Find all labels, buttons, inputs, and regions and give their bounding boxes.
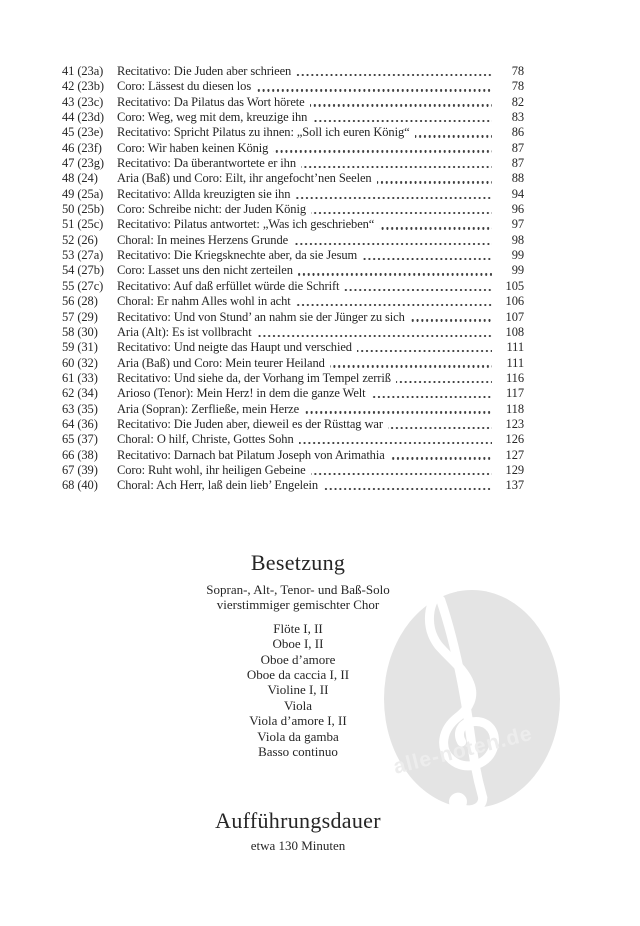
toc-row bbox=[62, 248, 524, 263]
toc-leader-dots bbox=[310, 104, 492, 106]
toc-leader-dots bbox=[362, 258, 492, 260]
toc-entry-title: Recitativo: Pilatus antwortet: „Was ich geschrieben“ bbox=[117, 217, 375, 232]
toc-leader-dots bbox=[293, 243, 492, 245]
toc-entry-title: Recitativo: Spricht Pilatus zu ihnen: „Soll ich euren König“ bbox=[117, 125, 410, 140]
toc-row bbox=[62, 187, 524, 202]
toc-entry-number: 55 (27c) bbox=[62, 278, 104, 293]
toc-row bbox=[62, 478, 524, 493]
toc-entry-title: Recitativo: Auf daß erfüllet würde die Schrift bbox=[117, 278, 340, 293]
toc-row bbox=[62, 217, 524, 232]
toc-entry-number: 42 (23b) bbox=[62, 79, 104, 94]
toc-entry-page: 137 bbox=[505, 478, 524, 493]
toc-entry-title: Coro: Ruht wohl, ihr heiligen Gebeine bbox=[117, 462, 306, 477]
toc-entry-page: 118 bbox=[506, 401, 524, 416]
toc-row bbox=[62, 386, 524, 401]
toc-entry-title: Aria (Alt): Es ist vollbracht bbox=[117, 324, 252, 339]
toc-entry-page: 123 bbox=[505, 416, 524, 431]
toc-entry-title: Aria (Sopran): Zerfließe, mein Herze bbox=[117, 401, 300, 416]
toc-entry-page: 94 bbox=[511, 186, 524, 201]
toc-row bbox=[62, 95, 524, 110]
toc-leader-dots bbox=[323, 488, 492, 490]
toc-leader-dots bbox=[311, 473, 492, 475]
toc-entry-page: 129 bbox=[505, 462, 524, 477]
toc-entry-page: 82 bbox=[511, 94, 524, 109]
toc-entry-number: 53 (27a) bbox=[62, 248, 104, 263]
toc-entry-title: Arioso (Tenor): Mein Herz! in dem die ganze Welt bbox=[117, 386, 366, 401]
toc-leader-dots bbox=[390, 457, 492, 459]
toc-entry-title: Recitativo: Darnach bat Pilatum Joseph von Arimathia bbox=[117, 447, 385, 462]
toc-entry-page: 99 bbox=[511, 248, 524, 263]
instrument-item: Oboe d’amore bbox=[260, 651, 336, 667]
instrument-item: Viola da gamba bbox=[257, 728, 339, 744]
toc-leader-dots bbox=[298, 273, 492, 275]
toc-entry-number: 48 (24) bbox=[62, 171, 98, 186]
duration-heading: Aufführungsdauer bbox=[215, 808, 381, 833]
toc-entry-number: 43 (23c) bbox=[62, 94, 104, 109]
instrument-item: Violine I, II bbox=[267, 682, 329, 698]
toc-leader-dots bbox=[357, 350, 492, 352]
toc-entry-number: 65 (37) bbox=[62, 432, 98, 447]
toc-entry-number: 50 (25b) bbox=[62, 202, 104, 217]
toc-row bbox=[62, 202, 524, 217]
toc-entry-number: 60 (32) bbox=[62, 355, 98, 370]
toc-entry-title: Choral: Ach Herr, laß dein lieb’ Engelein bbox=[117, 478, 319, 493]
toc-entry-number: 59 (31) bbox=[62, 340, 98, 355]
toc-row bbox=[62, 356, 524, 371]
toc-row bbox=[62, 279, 524, 294]
toc-entry-page: 96 bbox=[511, 202, 524, 217]
toc-entry-number: 57 (29) bbox=[62, 309, 98, 324]
toc-entry-page: 98 bbox=[511, 232, 524, 247]
toc-entry-number: 45 (23e) bbox=[62, 125, 104, 140]
toc-entry-title: Choral: Er nahm Alles wohl in acht bbox=[117, 294, 291, 309]
toc-leader-dots bbox=[312, 120, 492, 122]
toc-leader-dots bbox=[388, 427, 492, 429]
toc-entry-title: Choral: O hilf, Christe, Gottes Sohn bbox=[117, 432, 294, 447]
toc-entry-page: 108 bbox=[505, 324, 524, 339]
besetzung-heading: Besetzung bbox=[250, 550, 346, 575]
toc-entry-number: 54 (27b) bbox=[62, 263, 104, 278]
toc-entry-title: Recitativo: Die Kriegsknechte aber, da sie Jesum bbox=[117, 248, 358, 263]
toc-leader-dots bbox=[415, 135, 492, 137]
watermark-text: alle-noten.de bbox=[391, 721, 535, 779]
toc-leader-dots bbox=[330, 365, 492, 367]
toc-entry-title: Coro: Lässest du diesen los bbox=[117, 79, 252, 94]
instrument-item: Flöte I, II bbox=[273, 620, 323, 636]
toc-entry-number: 64 (36) bbox=[62, 416, 98, 431]
toc-leader-dots bbox=[273, 150, 492, 152]
toc-row bbox=[62, 125, 524, 140]
toc-entry-page: 86 bbox=[511, 125, 524, 140]
instruments-list bbox=[62, 621, 534, 760]
toc-entry-title: Recitativo: Da Pilatus das Wort hörete bbox=[117, 94, 305, 109]
toc-entry-page: 106 bbox=[505, 294, 524, 309]
toc-row bbox=[62, 156, 524, 171]
toc-leader-dots bbox=[311, 212, 492, 214]
instrument-item: Oboe da caccia I, II bbox=[246, 667, 350, 683]
toc-entry-number: 46 (23f) bbox=[62, 140, 102, 155]
toc-entry-page: 107 bbox=[505, 309, 524, 324]
toc-entry-number: 49 (25a) bbox=[62, 186, 104, 201]
toc-row bbox=[62, 432, 524, 447]
toc-row bbox=[62, 448, 524, 463]
toc-entry-title: Recitativo: Da überantwortete er ihn bbox=[117, 156, 296, 171]
toc-leader-dots bbox=[410, 319, 492, 321]
toc-entry-title: Recitativo: Die Juden aber, dieweil es der Rüsttag war bbox=[117, 416, 383, 431]
toc-entry-number: 58 (30) bbox=[62, 324, 98, 339]
toc-entry-page: 78 bbox=[511, 79, 524, 94]
toc-entry-title: Recitativo: Die Juden aber schrieen bbox=[117, 64, 292, 78]
toc-row bbox=[62, 294, 524, 309]
toc-entry-title: Coro: Lasset uns den nicht zerteilen bbox=[117, 263, 293, 278]
toc-entry-title: Recitativo: Und neigte das Haupt und verschied bbox=[117, 340, 352, 355]
toc-row bbox=[62, 79, 524, 94]
toc-row bbox=[62, 325, 524, 340]
toc-entry-title: Recitativo: Und siehe da, der Vorhang im Tempel zerriß bbox=[117, 370, 391, 385]
toc-entry-page: 116 bbox=[506, 370, 524, 385]
toc-entry-page: 99 bbox=[511, 263, 524, 278]
toc-entry-page: 88 bbox=[511, 171, 524, 186]
toc-entry-number: 63 (35) bbox=[62, 401, 98, 416]
toc-leader-dots bbox=[377, 181, 492, 183]
toc-row bbox=[62, 310, 524, 325]
toc-entry-page: 87 bbox=[511, 156, 524, 171]
toc-leader-dots bbox=[296, 74, 492, 76]
toc-entry-number: 51 (25c) bbox=[62, 217, 104, 232]
toc-entry-title: Aria (Baß) und Coro: Eilt, ihr angefocht’nen Seelen bbox=[117, 171, 372, 186]
toc-leader-dots bbox=[304, 411, 492, 413]
toc-row bbox=[62, 340, 524, 355]
toc-row bbox=[62, 402, 524, 417]
toc-entry-page: 117 bbox=[506, 386, 524, 401]
toc-entry-number: 47 (23g) bbox=[62, 156, 104, 171]
toc-row bbox=[62, 171, 524, 186]
toc-entry-title: Coro: Wir haben keinen König bbox=[117, 140, 269, 155]
toc-entry-number: 66 (38) bbox=[62, 447, 98, 462]
toc-leader-dots bbox=[299, 442, 492, 444]
toc-entry-title: Recitativo: Und von Stund’ an nahm sie der Jünger zu sich bbox=[117, 309, 405, 324]
toc-entry-number: 62 (34) bbox=[62, 386, 98, 401]
instrument-item: Viola d’amore I, II bbox=[249, 713, 347, 729]
toc-entry-number: 52 (26) bbox=[62, 232, 98, 247]
toc-entry-page: 78 bbox=[511, 64, 524, 78]
toc-entry-page: 105 bbox=[505, 278, 524, 293]
toc-entry-title: Recitativo: Allda kreuzigten sie ihn bbox=[117, 186, 291, 201]
toc-row bbox=[62, 64, 524, 79]
duration-section bbox=[62, 808, 534, 853]
toc-entry-page: 111 bbox=[506, 340, 524, 355]
toc-row bbox=[62, 263, 524, 278]
toc-entry-number: 44 (23d) bbox=[62, 110, 104, 125]
toc-leader-dots bbox=[256, 89, 492, 91]
toc-entry-number: 61 (33) bbox=[62, 370, 98, 385]
toc-row bbox=[62, 110, 524, 125]
toc-list bbox=[62, 64, 524, 494]
besetzung-section bbox=[62, 550, 534, 759]
soloists-line: Sopran-, Alt-, Tenor- und Baß-Solo bbox=[206, 582, 390, 597]
toc-entry-page: 126 bbox=[505, 432, 524, 447]
toc-entry-page: 127 bbox=[505, 447, 524, 462]
instrument-item: Oboe I, II bbox=[272, 636, 324, 652]
toc-row bbox=[62, 233, 524, 248]
toc-entry-title: Choral: In meines Herzens Grunde bbox=[117, 232, 289, 247]
toc-leader-dots bbox=[371, 396, 492, 398]
instrument-item: Viola bbox=[283, 697, 313, 713]
toc-entry-number: 41 (23a) bbox=[62, 64, 104, 78]
toc-entry-page: 87 bbox=[511, 140, 524, 155]
toc-leader-dots bbox=[396, 381, 492, 383]
toc-leader-dots bbox=[301, 166, 492, 168]
toc-leader-dots bbox=[257, 335, 492, 337]
toc-leader-dots bbox=[379, 227, 492, 229]
toc-entry-title: Aria (Baß) und Coro: Mein teurer Heiland bbox=[117, 355, 325, 370]
toc-entry-number: 56 (28) bbox=[62, 294, 98, 309]
toc-row bbox=[62, 141, 524, 156]
toc-entry-number: 67 (39) bbox=[62, 462, 98, 477]
toc-entry-page: 97 bbox=[511, 217, 524, 232]
toc-entry-page: 83 bbox=[511, 110, 524, 125]
toc-entry-title: Coro: Schreibe nicht: der Juden König bbox=[117, 202, 306, 217]
duration-value: etwa 130 Minuten bbox=[250, 838, 346, 853]
toc-row bbox=[62, 463, 524, 478]
toc-row bbox=[62, 417, 524, 432]
toc-entry-title: Coro: Weg, weg mit dem, kreuzige ihn bbox=[117, 110, 308, 125]
toc-row bbox=[62, 371, 524, 386]
choir-line: vierstimmiger gemischter Chor bbox=[216, 597, 380, 613]
toc-leader-dots bbox=[344, 289, 492, 291]
instrument-item: Basso continuo bbox=[258, 744, 338, 760]
toc-entry-number: 68 (40) bbox=[62, 478, 98, 493]
toc-entry-page: 111 bbox=[506, 355, 524, 370]
toc-leader-dots bbox=[296, 304, 492, 306]
toc-leader-dots bbox=[295, 197, 492, 199]
